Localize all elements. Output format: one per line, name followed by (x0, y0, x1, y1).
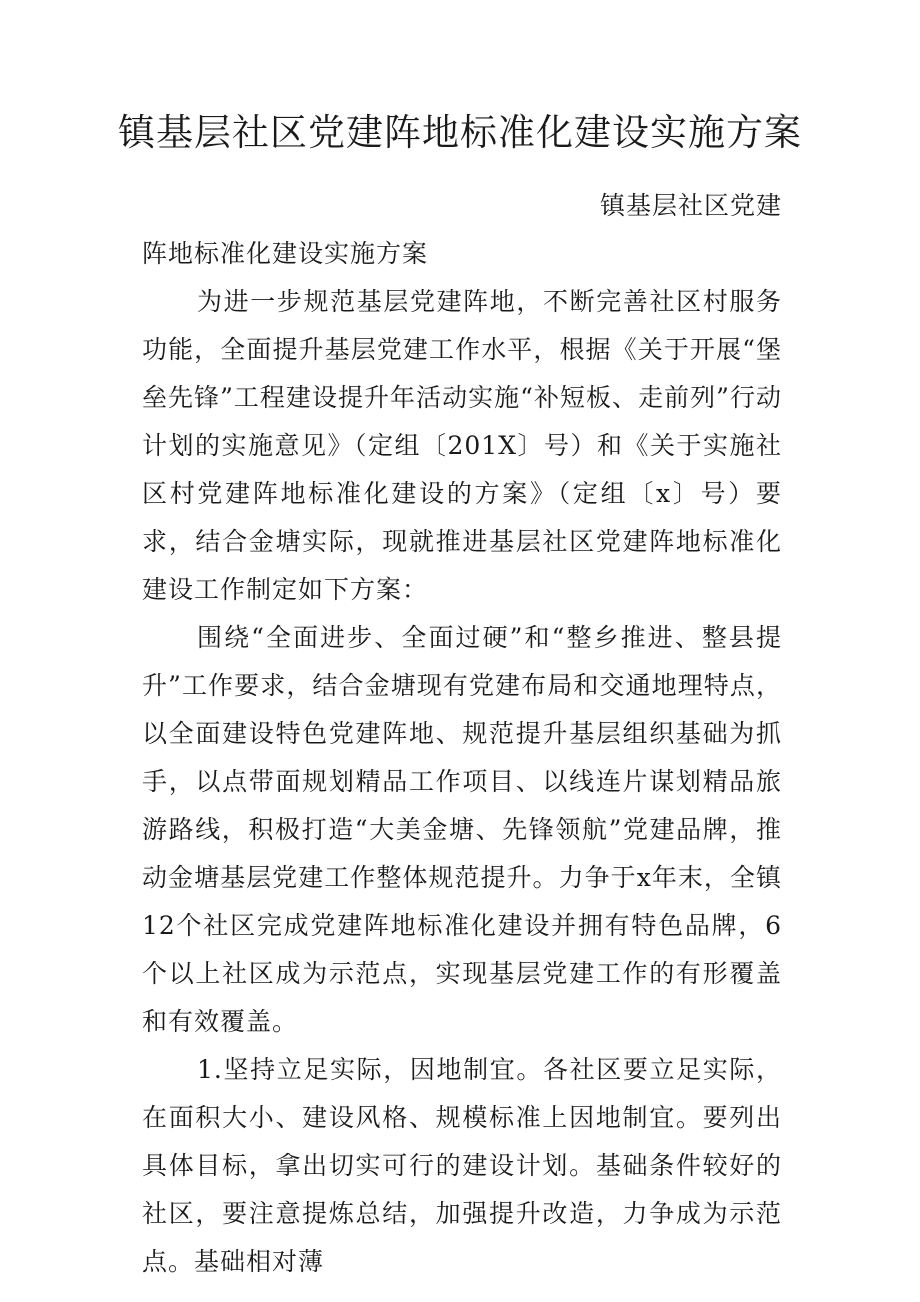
paragraph-principle-1: 1.坚持立足实际，因地制宜。各社区要立足实际，在面积大小、建设风格、规模标准上因地制宜。要列出具体目标，拿出切实可行的建设计划。基础条件较好的社区，要注意提炼总结，加强提升改造，力争成为示范点。基础相对薄 (142, 1055, 782, 1276)
subtitle-line-2: 阵地标准化建设实施方案 (142, 239, 429, 268)
document-body (142, 182, 782, 1286)
paragraph-goals: 围绕“全面进步、全面过硬”和“整乡推进、整县提升”工作要求，结合金塘现有党建布局和交通地理特点，以全面建设特色党建阵地、规范提升基层组织基础为抓手，以点带面规划精品工作项目、以线连片谋划精品旅游路线，积极打造“大美金塘、先锋领航”党建品牌，推动金塘基层党建工作整体规范提升。力争于x年末，全镇12个社区完成党建阵地标准化建设并拥有特色品牌，6个以上社区成为示范点，实现基层党建工作的有形覆盖和有效覆盖。 (142, 623, 782, 1036)
paragraph-intro: 为进一步规范基层党建阵地，不断完善社区村服务功能，全面提升基层党建工作水平，根据《关于开展“堡垒先锋”工程建设提升年活动实施“补短板、走前列”行动计划的实施意见》（定组〔201X〕号）和《关于实施社区村党建阵地标准化建设的方案》（定组〔x〕号）要求，结合金塘实际，现就推进基层社区党建阵地标准化建设工作制定如下方案： (142, 287, 782, 604)
document-title: 镇基层社区党建阵地标准化建设实施方案 (118, 111, 802, 154)
subtitle-line-1: 镇基层社区党建 (599, 191, 782, 220)
